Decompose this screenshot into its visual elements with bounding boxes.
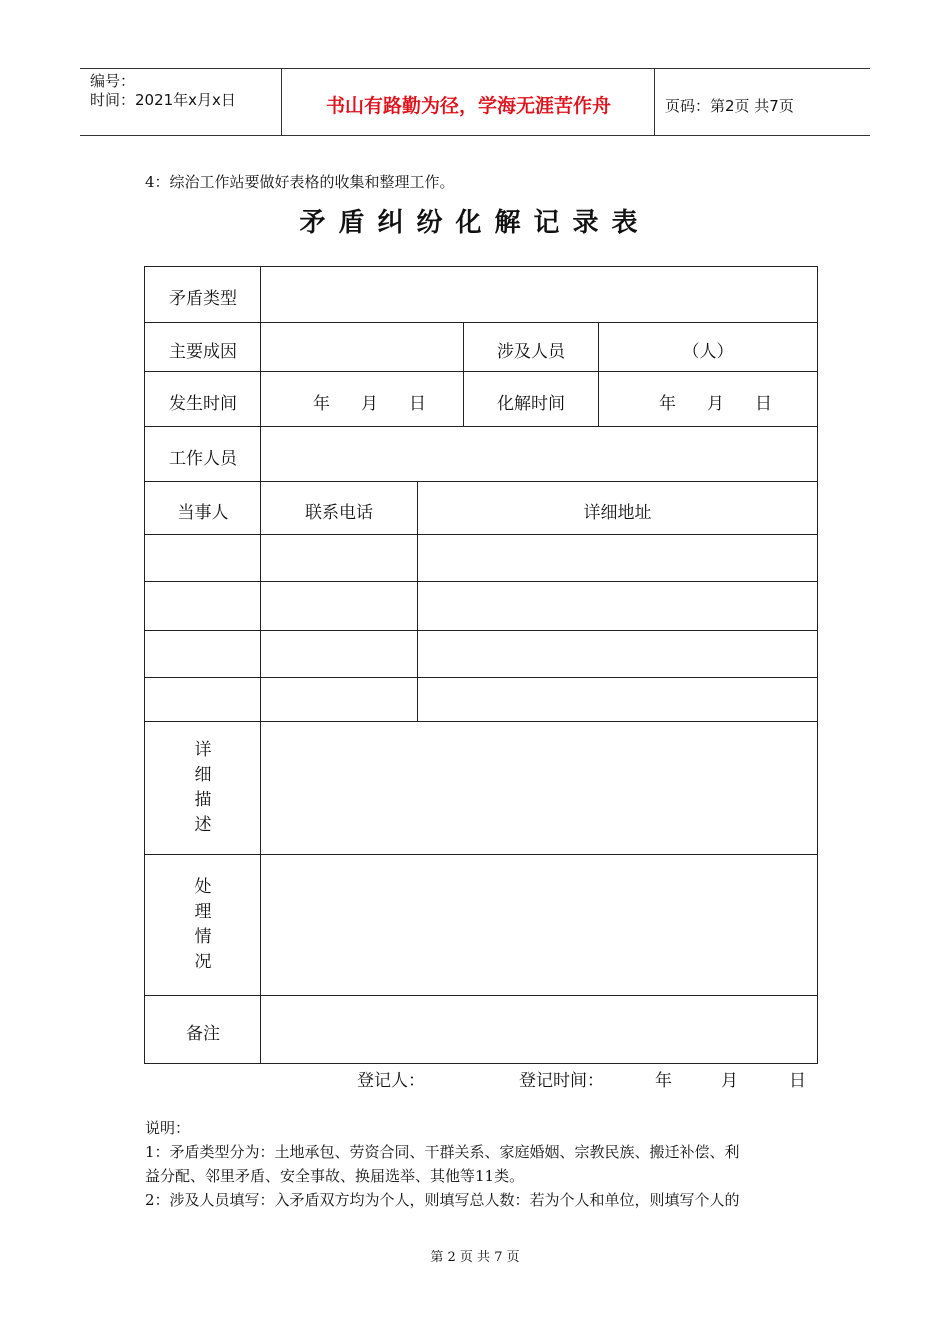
- table-row[interactable]: [145, 582, 817, 630]
- time-label: 时间：2021年x月x日: [90, 91, 236, 109]
- registrar-label: 登记人：: [357, 1071, 425, 1091]
- intro-note: 4：综治工作站要做好表格的收集和整理工作。: [145, 173, 455, 191]
- page-header: [80, 68, 870, 136]
- explanation-item: 益分配、邻里矛盾、安全事故、换届选举、其他等11类。: [145, 1167, 525, 1185]
- staff-field[interactable]: [261, 427, 817, 481]
- description-label: [145, 738, 261, 838]
- header-meta: [90, 72, 236, 110]
- dispute-type-field[interactable]: [261, 267, 817, 322]
- number-label: 编号：: [90, 72, 136, 90]
- handling-char: 理: [194, 902, 212, 922]
- resolve-day-unit: 日: [755, 394, 772, 414]
- resolve-month-unit: 月: [707, 394, 724, 414]
- address-header: 详细地址: [583, 503, 652, 523]
- remarks-field[interactable]: [261, 996, 817, 1063]
- resolve-time-label: 化解时间: [497, 394, 565, 414]
- occur-year-unit: 年: [313, 394, 330, 414]
- explanation: [145, 1116, 815, 1212]
- reg-time-label: 登记时间：: [519, 1071, 604, 1091]
- row-line: [145, 322, 817, 323]
- handling-char: 处: [194, 877, 212, 897]
- phone-header: 联系电话: [305, 503, 373, 523]
- table-row[interactable]: [145, 678, 817, 721]
- description-char: 详: [194, 740, 212, 760]
- occur-month-unit: 月: [361, 394, 378, 414]
- main-cause-label: 主要成因: [169, 342, 237, 362]
- description-char: 描: [194, 790, 212, 810]
- table-row[interactable]: [145, 535, 817, 581]
- page-info: 页码：第2页 共7页: [665, 97, 794, 115]
- table-row[interactable]: [145, 631, 817, 677]
- page-title: 矛盾纠纷化解记录表: [299, 208, 651, 238]
- handling-label: [145, 875, 261, 975]
- description-field[interactable]: [261, 722, 817, 854]
- page-footer: 第 2 页 共 7 页: [430, 1250, 520, 1265]
- occur-time-label: 发生时间: [169, 394, 237, 414]
- explanation-item: 2：涉及人员填写：入矛盾双方均为个人，则填写总人数：若为个人和单位，则填写个人的: [145, 1191, 740, 1209]
- handling-char: 况: [194, 952, 212, 972]
- explanation-heading: 说明：: [145, 1119, 191, 1137]
- party-header: 当事人: [177, 503, 229, 523]
- handling-field[interactable]: [261, 855, 817, 995]
- staff-label: 工作人员: [169, 449, 237, 469]
- row-line: [145, 481, 817, 482]
- reg-day-unit: 日: [789, 1071, 806, 1091]
- involved-people-field[interactable]: （人）: [682, 342, 734, 362]
- dispute-type-label: 矛盾类型: [169, 289, 237, 309]
- reg-month-unit: 月: [721, 1071, 738, 1091]
- explanation-item: 1：矛盾类型分为：土地承包、劳资合同、干群关系、家庭婚姻、宗教民族、搬迁补偿、利: [145, 1143, 740, 1161]
- involved-people-label: 涉及人员: [497, 342, 565, 362]
- reg-year-unit: 年: [655, 1071, 672, 1091]
- remarks-label: 备注: [186, 1024, 220, 1044]
- row-line: [145, 371, 817, 372]
- dispute-record-form: [144, 266, 818, 1064]
- main-cause-field[interactable]: [261, 323, 463, 371]
- description-char: 述: [194, 815, 212, 835]
- description-char: 细: [194, 765, 212, 785]
- slogan: 书山有路勤为径，学海无涯苦作舟: [325, 95, 611, 117]
- handling-char: 情: [194, 927, 212, 947]
- occur-day-unit: 日: [409, 394, 426, 414]
- resolve-year-unit: 年: [659, 394, 676, 414]
